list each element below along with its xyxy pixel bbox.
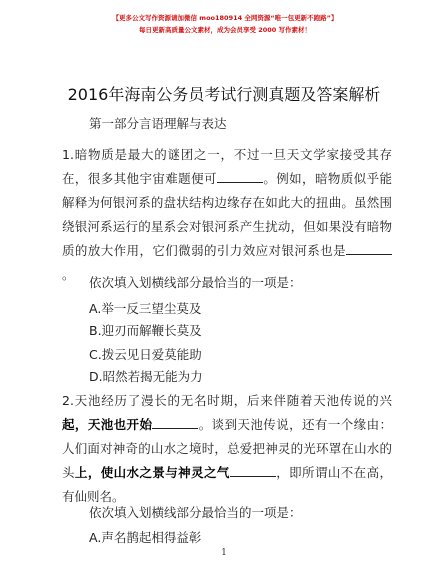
question-1-text-part-c: 。 xyxy=(62,267,75,282)
question-1-blank-1 xyxy=(217,171,263,183)
option-text: 迎刃而解鞭长莫及 xyxy=(101,323,202,338)
question-1-blank-2 xyxy=(346,243,392,255)
question-2-blank-1 xyxy=(152,417,198,429)
question-1-option-c xyxy=(89,345,202,363)
question-1-number: 1. xyxy=(62,147,74,162)
question-2-text-part-b: 。谈到天池传说，还有一个缘由：人们面对神奇的山水之境时，总爱把神灵的光环罩在山水的头 xyxy=(62,417,392,480)
option-letter: A. xyxy=(89,530,102,545)
question-2-blank-2 xyxy=(230,465,276,477)
option-letter: A. xyxy=(89,301,102,316)
page-number: 1 xyxy=(221,548,227,558)
section-heading: 第一部分言语理解与表达 xyxy=(89,116,227,131)
question-2-number: 2. xyxy=(62,393,74,408)
question-2-text-part-a: 天池经历了漫长的无名时期，后来伴随着天池传说的兴 xyxy=(73,393,392,408)
option-text: 昭然若揭无能为力 xyxy=(102,369,203,384)
question-2-text-part-c: ，即所谓山不在高，有仙则名。 xyxy=(62,465,392,504)
promo-banner-line-2: 每日更新高质量公文素材，成为会员享受 2000 写作素材！ xyxy=(138,26,312,34)
question-2-bold-part-b: 上，使山水之景与神灵之气 xyxy=(74,465,230,480)
question-1-option-b xyxy=(89,321,202,339)
question-1-text-part-b: 。例如，暗物质似乎能解释为何银河系的盘状结构边缘存在如此大的扭曲。虽然围绕银河系运行的星系会对银河系产生扰动，但如果没有暗物质的放大作用，它们微弱的引力效应对银河系也是 xyxy=(62,171,392,258)
option-text: 举一反三望尘莫及 xyxy=(101,301,202,316)
question-1-option-d xyxy=(89,367,203,385)
promo-banner-line-1: 【更多公文写作资源请加微信 moo180914 全网资源“唯一包更新不跑路”】 xyxy=(112,14,338,22)
option-text: 拨云见日爱莫能助 xyxy=(101,347,202,362)
option-letter: D. xyxy=(89,369,103,384)
question-2-bold-part-a: 起，天池也开始 xyxy=(62,417,153,432)
question-1-option-a xyxy=(89,299,201,317)
question-1-text-part-a: 暗物质是最大的谜团之一，不过一旦天文学家接受其存在，很多其他宇宙难题便可 xyxy=(62,147,392,186)
option-letter: B. xyxy=(89,323,102,338)
question-2-option-a xyxy=(89,528,201,546)
question-2-text xyxy=(62,389,392,509)
document-title: 2016年海南公务员考试行测真题及答案解析 xyxy=(67,85,381,104)
question-1-text xyxy=(62,143,392,287)
option-text: 声名鹊起相得益彰 xyxy=(101,530,202,545)
question-2-prompt: 依次填入划横线部分最恰当的一项是： xyxy=(89,505,302,520)
option-letter: C. xyxy=(89,347,102,362)
question-1-prompt: 依次填入划横线部分最恰当的一项是： xyxy=(89,275,302,290)
